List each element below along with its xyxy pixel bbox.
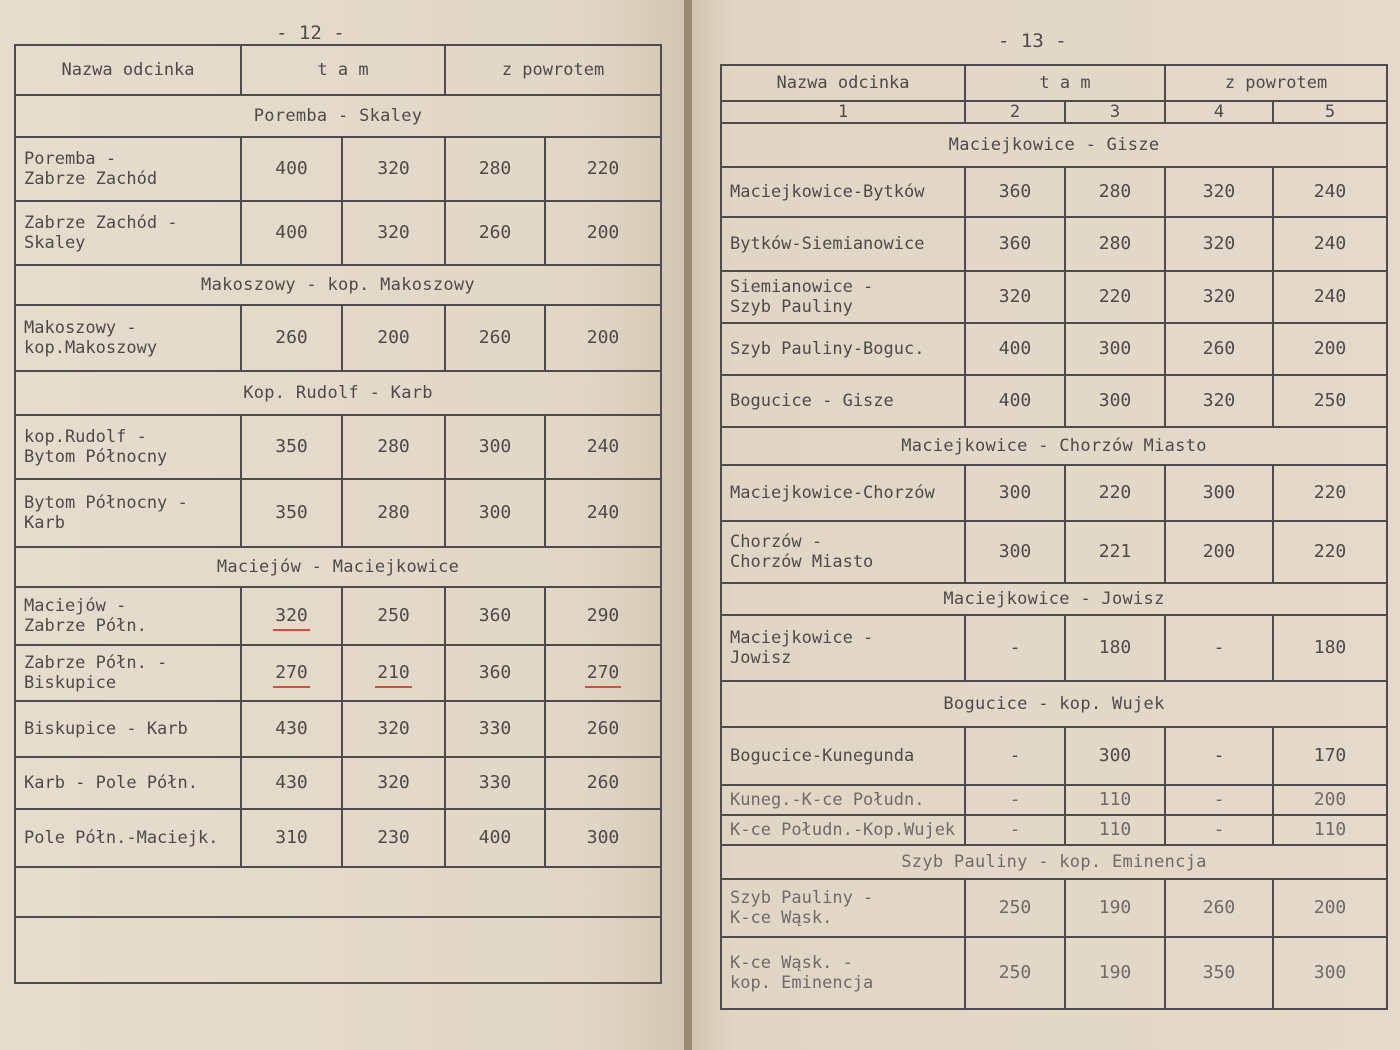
column-number: 5 <box>1273 101 1387 123</box>
cell-value: 200 <box>1273 323 1387 375</box>
row-name-line: K-ce Wąsk. <box>730 908 833 928</box>
cell-value: 310 <box>241 809 342 867</box>
cell-value: 260 <box>241 305 342 371</box>
row-name: Maciejkowice-Chorzów <box>721 465 965 521</box>
cell-value: 330 <box>445 701 545 757</box>
row-name-line: Zabrze Półn. <box>24 616 147 636</box>
row-name: Bytków-Siemianowice <box>721 217 965 271</box>
table-row <box>15 479 661 547</box>
row-name-line: Poremba - <box>24 149 117 169</box>
cell-value: 220 <box>1065 271 1165 323</box>
header-there: t a m <box>965 65 1165 101</box>
cell-value: 320 <box>342 137 445 201</box>
header-section-name: Nazwa odcinka <box>15 45 241 95</box>
table-row <box>721 271 1387 323</box>
cell-value: 280 <box>1065 217 1165 271</box>
cell-value: 320 <box>273 605 310 631</box>
header-return: z powrotem <box>445 45 661 95</box>
row-name-line: kop. Eminencja <box>730 973 874 993</box>
section-title: Szyb Pauliny - kop. Eminencja <box>721 845 1387 879</box>
row-name-line: Szyb Pauliny - <box>730 888 874 908</box>
cell-value: 350 <box>241 415 342 479</box>
cell-value: 260 <box>545 757 661 809</box>
cell-value: 220 <box>1273 521 1387 583</box>
cell-value: 360 <box>445 645 545 701</box>
cell-value: - <box>1165 727 1273 785</box>
table-row <box>15 201 661 265</box>
fare-table-left <box>14 44 662 984</box>
row-name-line: Chorzów - <box>730 532 823 552</box>
cell-value: 250 <box>965 937 1065 1009</box>
row-name-line: Zabrze Półn. - <box>24 653 168 673</box>
cell-value: 240 <box>545 479 661 547</box>
cell-value: 320 <box>965 271 1065 323</box>
cell-value: 260 <box>545 701 661 757</box>
cell-value: 400 <box>965 375 1065 427</box>
column-numbers <box>721 101 1387 123</box>
table-row <box>15 645 661 701</box>
cell-value: 320 <box>1165 375 1273 427</box>
section-title: Bogucice - kop. Wujek <box>721 681 1387 727</box>
cell-value: 240 <box>1273 217 1387 271</box>
header-section-name: Nazwa odcinka <box>721 65 965 101</box>
table-row <box>721 815 1387 845</box>
section-title: Poremba - Skaley <box>15 95 661 137</box>
row-name-line: Bytom Północny - <box>24 493 188 513</box>
cell-value: 260 <box>445 201 545 265</box>
cell-value: 300 <box>965 521 1065 583</box>
row-name-line: Szyb Pauliny <box>730 297 853 317</box>
cell-value: 240 <box>1273 167 1387 217</box>
cell-value: 200 <box>1273 785 1387 815</box>
cell-value: 240 <box>1273 271 1387 323</box>
row-name-line: Jowisz <box>730 648 792 668</box>
row-name-line: Maciejów - <box>24 596 127 616</box>
cell-value: 330 <box>445 757 545 809</box>
section-title: Kop. Rudolf - Karb <box>15 371 661 415</box>
column-number: 4 <box>1165 101 1273 123</box>
cell-value: 240 <box>545 415 661 479</box>
cell-value: 360 <box>445 587 545 645</box>
row-name-line: Maciejkowice - <box>730 628 874 648</box>
cell-value: 200 <box>342 305 445 371</box>
cell-value: 350 <box>1165 937 1273 1009</box>
table-row <box>721 375 1387 427</box>
table-row <box>721 727 1387 785</box>
row-name-line: Zabrze Zachód - <box>24 213 178 233</box>
table-row <box>721 217 1387 271</box>
page-number: - 12 - <box>276 22 345 44</box>
empty-row <box>15 917 661 983</box>
cell-value: 110 <box>1065 785 1165 815</box>
row-name: Biskupice - Karb <box>15 701 241 757</box>
table-row <box>15 137 661 201</box>
table-row <box>721 937 1387 1009</box>
row-name-line: Bytom Północny <box>24 447 168 467</box>
table-row <box>721 465 1387 521</box>
cell-value: 300 <box>1165 465 1273 521</box>
column-number: 2 <box>965 101 1065 123</box>
cell-value: 320 <box>1165 271 1273 323</box>
table-row <box>15 809 661 867</box>
cell-value: 260 <box>445 305 545 371</box>
row-name-line: Karb <box>24 513 65 533</box>
section-title: Maciejkowice - Chorzów Miasto <box>721 427 1387 465</box>
row-name: Pole Półn.-Maciejk. <box>15 809 241 867</box>
cell-value: 270 <box>585 662 622 688</box>
cell-value: 230 <box>342 809 445 867</box>
table-header <box>15 45 661 95</box>
cell-value: 280 <box>342 479 445 547</box>
row-name-line: kop.Makoszowy <box>24 338 158 358</box>
cell-value: 300 <box>1065 727 1165 785</box>
cell-value: 260 <box>1165 323 1273 375</box>
cell-value: 320 <box>1165 217 1273 271</box>
cell-value: 290 <box>545 587 661 645</box>
cell-value: 400 <box>241 201 342 265</box>
cell-value: 360 <box>965 217 1065 271</box>
cell-value: 300 <box>965 465 1065 521</box>
cell-value: 250 <box>1273 375 1387 427</box>
row-name: Bogucice - Gisze <box>721 375 965 427</box>
row-name-line: Biskupice <box>24 673 117 693</box>
cell-value: - <box>1165 615 1273 681</box>
row-name-line: Makoszowy - <box>24 318 137 338</box>
section-title: Maciejów - Maciejkowice <box>15 547 661 587</box>
header-return: z powrotem <box>1165 65 1387 101</box>
cell-value: 180 <box>1273 615 1387 681</box>
cell-value: 320 <box>1165 167 1273 217</box>
cell-value: 200 <box>545 201 661 265</box>
row-name-line: K-ce Wąsk. - <box>730 953 853 973</box>
row-name: Szyb Pauliny-Boguc. <box>721 323 965 375</box>
row-name: Kuneg.-K-ce Połudn. <box>721 785 965 815</box>
cell-value: 300 <box>1065 375 1165 427</box>
cell-value: - <box>1165 785 1273 815</box>
column-number: 1 <box>721 101 965 123</box>
cell-value: 220 <box>1273 465 1387 521</box>
table-row <box>721 167 1387 217</box>
row-name-line: Skaley <box>24 233 86 253</box>
table-row <box>721 879 1387 937</box>
table-header <box>721 65 1387 101</box>
cell-value: 200 <box>1165 521 1273 583</box>
cell-value: 260 <box>1165 879 1273 937</box>
cell-value: 280 <box>342 415 445 479</box>
header-there: t a m <box>241 45 445 95</box>
table-row <box>15 701 661 757</box>
cell-value: 360 <box>965 167 1065 217</box>
cell-value: 200 <box>545 305 661 371</box>
row-name-line: Chorzów Miasto <box>730 552 874 572</box>
cell-value: 400 <box>965 323 1065 375</box>
cell-value: 110 <box>1065 815 1165 845</box>
section-title: Maciejkowice - Jowisz <box>721 583 1387 615</box>
row-name: Maciejkowice-Bytków <box>721 167 965 217</box>
cell-value: 430 <box>241 757 342 809</box>
page-number: - 13 - <box>998 30 1067 52</box>
cell-value: 300 <box>1065 323 1165 375</box>
cell-value: - <box>965 815 1065 845</box>
cell-value: 350 <box>241 479 342 547</box>
book-gutter <box>684 0 692 1050</box>
section-title: Makoszowy - kop. Makoszowy <box>15 265 661 305</box>
cell-value: 400 <box>241 137 342 201</box>
cell-value: 430 <box>241 701 342 757</box>
empty-row <box>15 867 661 917</box>
row-name-line: kop.Rudolf - <box>24 427 147 447</box>
table-row <box>721 323 1387 375</box>
table-row <box>721 785 1387 815</box>
cell-value: 200 <box>1273 879 1387 937</box>
row-name: K-ce Połudn.-Kop.Wujek <box>721 815 965 845</box>
table-row <box>15 415 661 479</box>
fare-table-right <box>720 64 1388 1010</box>
page-12 <box>0 0 684 1050</box>
row-name: Bogucice-Kunegunda <box>721 727 965 785</box>
cell-value: 300 <box>1273 937 1387 1009</box>
table-row <box>721 615 1387 681</box>
column-number: 3 <box>1065 101 1165 123</box>
cell-value: 280 <box>1065 167 1165 217</box>
page-13 <box>692 0 1400 1050</box>
cell-value: 220 <box>545 137 661 201</box>
cell-value: 320 <box>342 701 445 757</box>
table-row <box>15 757 661 809</box>
cell-value: 320 <box>342 757 445 809</box>
cell-value: 220 <box>1065 465 1165 521</box>
table-row <box>15 587 661 645</box>
cell-value: 221 <box>1065 521 1165 583</box>
cell-value: 320 <box>342 201 445 265</box>
cell-value: 190 <box>1065 937 1165 1009</box>
cell-value: - <box>965 615 1065 681</box>
table-row <box>15 305 661 371</box>
cell-value: 300 <box>545 809 661 867</box>
cell-value: - <box>965 785 1065 815</box>
row-name-line: Siemianowice - <box>730 277 874 297</box>
cell-value: - <box>1165 815 1273 845</box>
cell-value: 190 <box>1065 879 1165 937</box>
row-name: Karb - Pole Półn. <box>15 757 241 809</box>
cell-value: 300 <box>445 415 545 479</box>
cell-value: 210 <box>375 662 412 688</box>
row-name-line: Zabrze Zachód <box>24 169 158 189</box>
cell-value: 180 <box>1065 615 1165 681</box>
cell-value: 400 <box>445 809 545 867</box>
cell-value: 300 <box>445 479 545 547</box>
cell-value: 110 <box>1273 815 1387 845</box>
table-row <box>721 521 1387 583</box>
cell-value: 250 <box>342 587 445 645</box>
cell-value: 270 <box>273 662 310 688</box>
cell-value: - <box>965 727 1065 785</box>
cell-value: 280 <box>445 137 545 201</box>
cell-value: 170 <box>1273 727 1387 785</box>
section-title: Maciejkowice - Gisze <box>721 123 1387 167</box>
cell-value: 250 <box>965 879 1065 937</box>
